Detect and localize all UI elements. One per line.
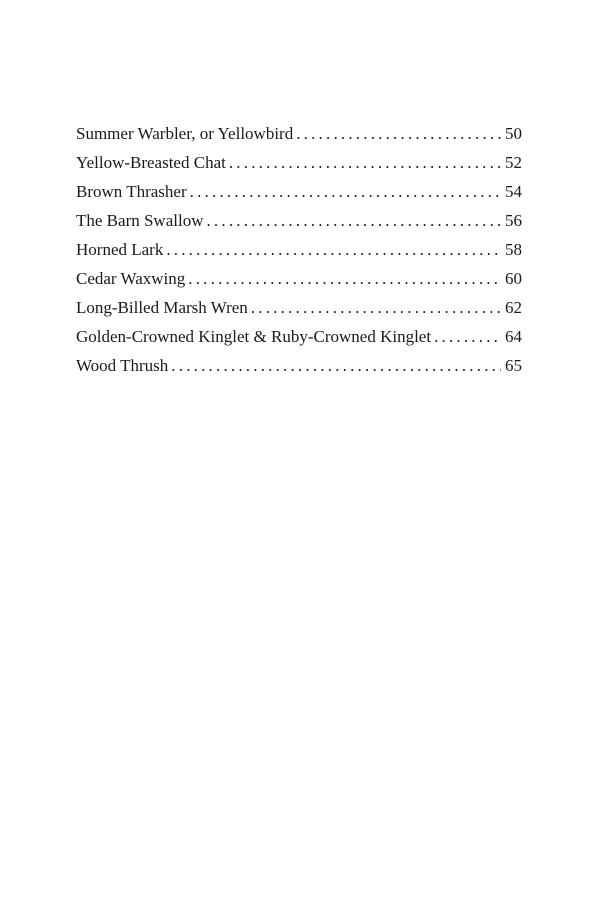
dot-leader [171, 351, 501, 380]
toc-entry [76, 293, 522, 322]
toc-entry-page-number: 56 [505, 211, 522, 230]
table-of-contents [76, 119, 522, 380]
toc-entry-title: Brown Thrasher [76, 182, 187, 201]
toc-entry [76, 148, 522, 177]
toc-entry-page-number: 60 [505, 269, 522, 288]
toc-entry-title: The Barn Swallow [76, 211, 204, 230]
toc-entry-page-number: 54 [505, 182, 522, 201]
dot-leader [188, 264, 501, 293]
toc-entry-page-number: 64 [505, 327, 522, 346]
toc-entry-title: Summer Warbler, or Yellowbird [76, 124, 294, 143]
toc-entry-title: Wood Thrush [76, 356, 169, 375]
toc-entry-title: Long-Billed Marsh Wren [76, 298, 248, 317]
toc-entry-page-number: 65 [505, 356, 522, 375]
toc-entry-page-number: 58 [505, 240, 522, 259]
toc-entry-page-number: 52 [505, 153, 522, 172]
toc-entry [76, 119, 522, 148]
toc-entry-page-number: 50 [505, 124, 522, 143]
dot-leader [296, 119, 501, 148]
toc-entry [76, 322, 522, 351]
toc-entry-title: Horned Lark [76, 240, 164, 259]
dot-leader [229, 148, 501, 177]
dot-leader [206, 206, 501, 235]
toc-entry [76, 177, 522, 206]
toc-entry [76, 264, 522, 293]
toc-entry-title: Cedar Waxwing [76, 269, 186, 288]
toc-entry [76, 235, 522, 264]
toc-entry-title: Yellow-Breasted Chat [76, 153, 226, 172]
dot-leader [434, 322, 501, 351]
dot-leader [190, 177, 501, 206]
toc-entry-title: Golden-Crowned Kinglet & Ruby-Crowned Kinglet [76, 327, 432, 346]
toc-entry-page-number: 62 [505, 298, 522, 317]
dot-leader [166, 235, 501, 264]
dot-leader [251, 293, 501, 322]
toc-entry [76, 351, 522, 380]
toc-entry [76, 206, 522, 235]
